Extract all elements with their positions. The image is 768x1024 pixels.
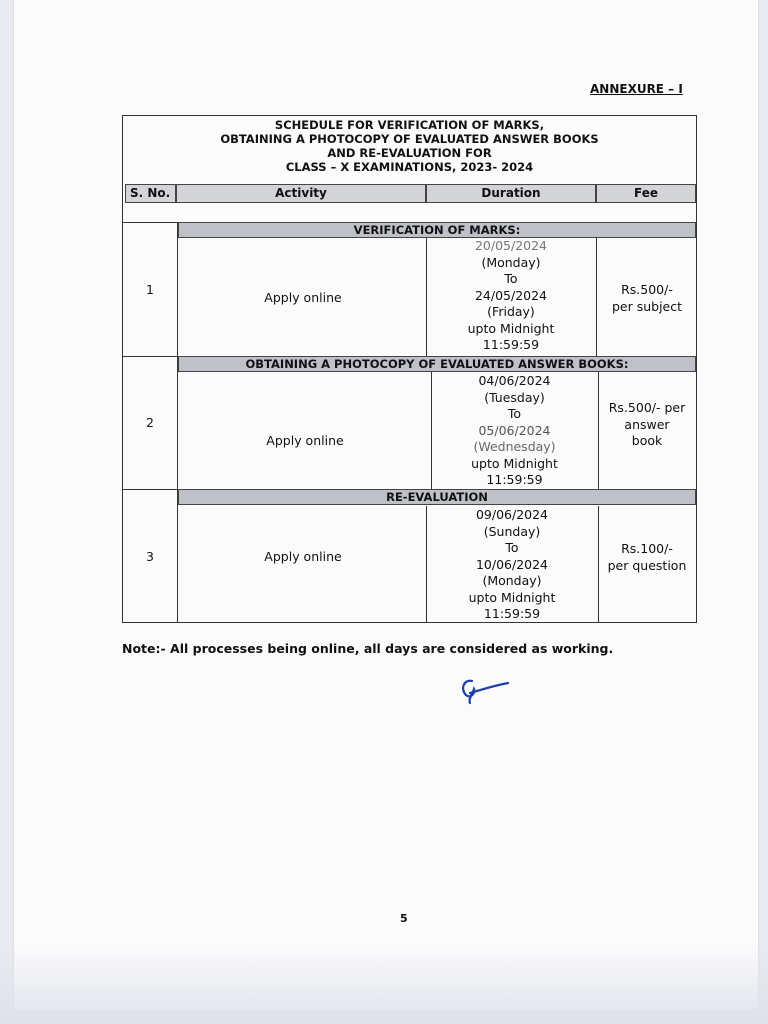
serial-number: 2 [146, 415, 154, 430]
duration-line: (Monday) [482, 573, 542, 588]
activity-cell: Apply online [264, 549, 342, 564]
header-fee: Fee [596, 184, 696, 203]
duration-line: 11:59:59 [482, 337, 540, 352]
signature-image [458, 675, 514, 709]
scan-shadow [0, 944, 768, 1024]
duration-cell [431, 373, 598, 489]
column-divider [596, 238, 597, 356]
table-title [123, 116, 696, 184]
serial-number: 1 [146, 282, 154, 297]
fee-line: Rs.500/- per [608, 400, 686, 415]
note-text: Note:- All processes being online, all days are considered as working. [122, 641, 614, 656]
duration-cell [426, 507, 598, 623]
page-number: 5 [400, 912, 408, 925]
duration-line: 11:59:59 [486, 472, 543, 487]
header-activity: Activity [176, 184, 426, 203]
section-heading: OBTAINING A PHOTOCOPY OF EVALUATED ANSWER BOOKS: [178, 356, 696, 372]
duration-line: (Monday) [481, 254, 541, 270]
fee-line: Rs.100/- [621, 541, 673, 556]
header-sno: S. No. [125, 184, 176, 203]
duration-line: To [504, 271, 518, 286]
fee-cell [599, 282, 695, 315]
duration-line: To [505, 540, 519, 555]
title-line: AND RE-EVALUATION FOR [327, 146, 492, 160]
section-heading: VERIFICATION OF MARKS: [178, 222, 696, 238]
duration-line: (Wednesday) [473, 439, 556, 454]
fee-line: per question [607, 557, 687, 573]
fee-line: per subject [611, 298, 683, 314]
activity-cell: Apply online [266, 433, 344, 448]
duration-line: (Friday) [487, 304, 535, 319]
duration-line: (Tuesday) [484, 389, 545, 405]
duration-line: upto Midnight [471, 455, 558, 471]
duration-cell [426, 238, 596, 354]
duration-line: 20/05/2024 [474, 238, 548, 253]
fee-cell [599, 400, 695, 450]
duration-line: 24/05/2024 [474, 287, 548, 303]
title-line: OBTAINING A PHOTOCOPY OF EVALUATED ANSWER BOOKS [220, 132, 599, 146]
annexure-label: ANNEXURE – I [590, 82, 683, 96]
fee-line: Rs.500/- [621, 282, 673, 297]
section-heading: RE-EVALUATION [178, 489, 696, 505]
fee-line: book [631, 433, 663, 448]
serial-number: 3 [146, 549, 154, 564]
duration-line: To [507, 406, 522, 421]
fee-cell [599, 541, 695, 574]
duration-line: 05/06/2024 [478, 422, 551, 438]
header-duration: Duration [426, 184, 596, 203]
title-line: CLASS – X EXAMINATIONS, 2023- 2024 [285, 160, 534, 174]
duration-line: 11:59:59 [483, 606, 541, 621]
activity-cell: Apply online [264, 290, 342, 305]
duration-line: upto Midnight [467, 320, 555, 336]
duration-line: (Sunday) [483, 523, 541, 539]
column-divider [177, 222, 178, 623]
duration-line: 09/06/2024 [475, 507, 549, 522]
duration-line: 10/06/2024 [475, 556, 549, 572]
fee-line: answer [624, 416, 670, 432]
title-line: SCHEDULE FOR VERIFICATION OF MARKS, [274, 118, 545, 132]
duration-line: 04/06/2024 [478, 373, 551, 388]
duration-line: upto Midnight [468, 589, 556, 605]
schedule-table [122, 115, 697, 623]
